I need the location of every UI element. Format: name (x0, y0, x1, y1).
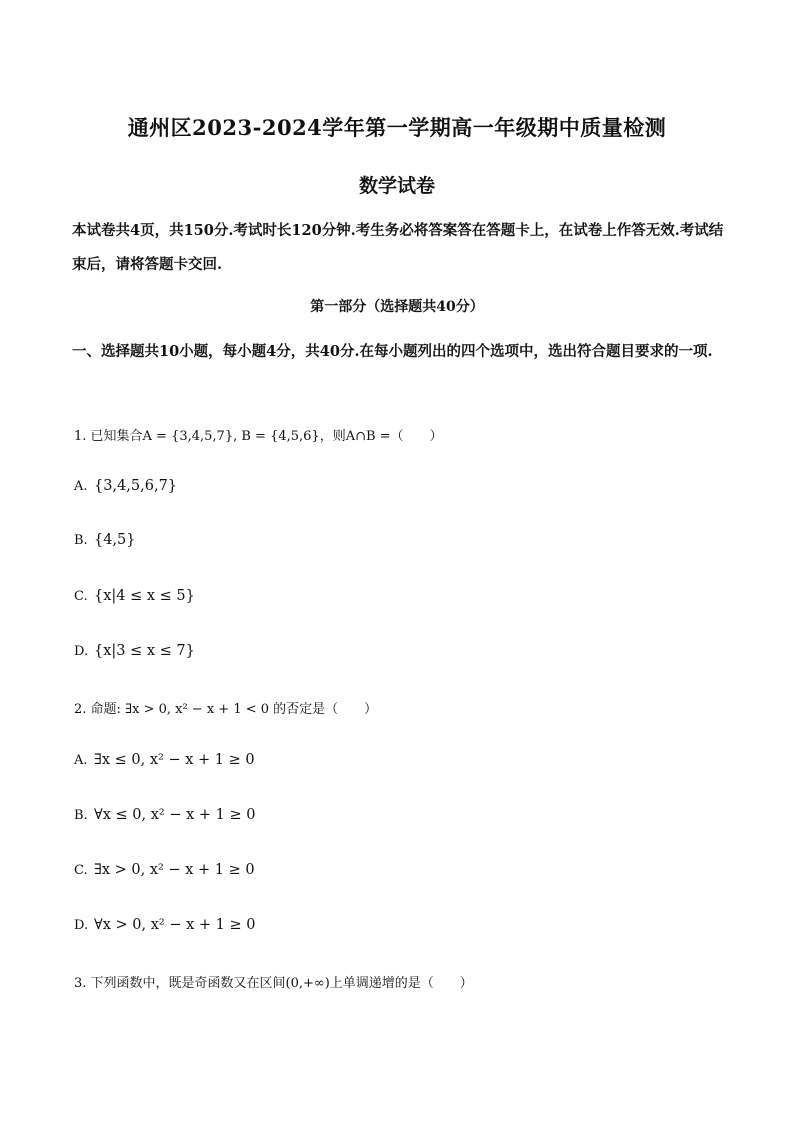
question-2-option-d (74, 917, 255, 933)
option-text: {4,5} (94, 532, 136, 548)
question-2-option-b (74, 807, 255, 823)
question-2-stem: 2. 命题: ∃x > 0, x² − x + 1 < 0 的否定是（ ） (74, 702, 378, 717)
option-label: C. (74, 589, 88, 604)
question-1-option-b (74, 532, 136, 548)
option-text: {x|3 ≤ x ≤ 7} (94, 643, 195, 659)
exam-intro: 本试卷共4页，共150分.考试时长120分钟.考生务必将答案答在答题卡上，在试卷上作答无效.考试结束后，请将答题卡交回. (72, 222, 724, 273)
option-text: ∀x ≤ 0, x² − x + 1 ≥ 0 (94, 807, 256, 823)
question-1-stem: 1. 已知集合A = {3,4,5,7}, B = {4,5,6}，则A∩B =（ ） (74, 429, 443, 444)
option-text: ∀x > 0, x² − x + 1 ≥ 0 (94, 917, 256, 933)
exam-title: 通州区2023-2024学年第一学期高一年级期中质量检测 (127, 115, 667, 140)
option-text: ∃x ≤ 0, x² − x + 1 ≥ 0 (94, 752, 255, 768)
option-label: D. (74, 644, 89, 659)
section-title: 第一部分（选择题共40分） (310, 299, 484, 315)
question-2-option-c (74, 862, 255, 878)
question-1-option-a (74, 478, 177, 494)
question-1-option-d (74, 643, 195, 659)
question-3-stem: 3. 下列函数中，既是奇函数又在区间(0,+∞)上单调递增的是（ ） (74, 976, 473, 991)
question-2-option-a (74, 752, 255, 768)
option-label: C. (74, 863, 88, 878)
option-label: B. (74, 808, 88, 823)
option-label: A. (74, 753, 88, 768)
exam-subtitle: 数学试卷 (358, 175, 435, 197)
section-instructions: 一、选择题共10小题，每小题4分，共40分.在每小题列出的四个选项中，选出符合题目要求的一项. (72, 343, 713, 360)
option-label: D. (74, 918, 89, 933)
option-text: {x|4 ≤ x ≤ 5} (94, 588, 195, 604)
option-label: A. (74, 479, 88, 494)
option-text: ∃x > 0, x² − x + 1 ≥ 0 (94, 862, 255, 878)
option-text: {3,4,5,6,7} (94, 478, 178, 494)
option-label: B. (74, 533, 88, 548)
question-1-option-c (74, 588, 195, 604)
